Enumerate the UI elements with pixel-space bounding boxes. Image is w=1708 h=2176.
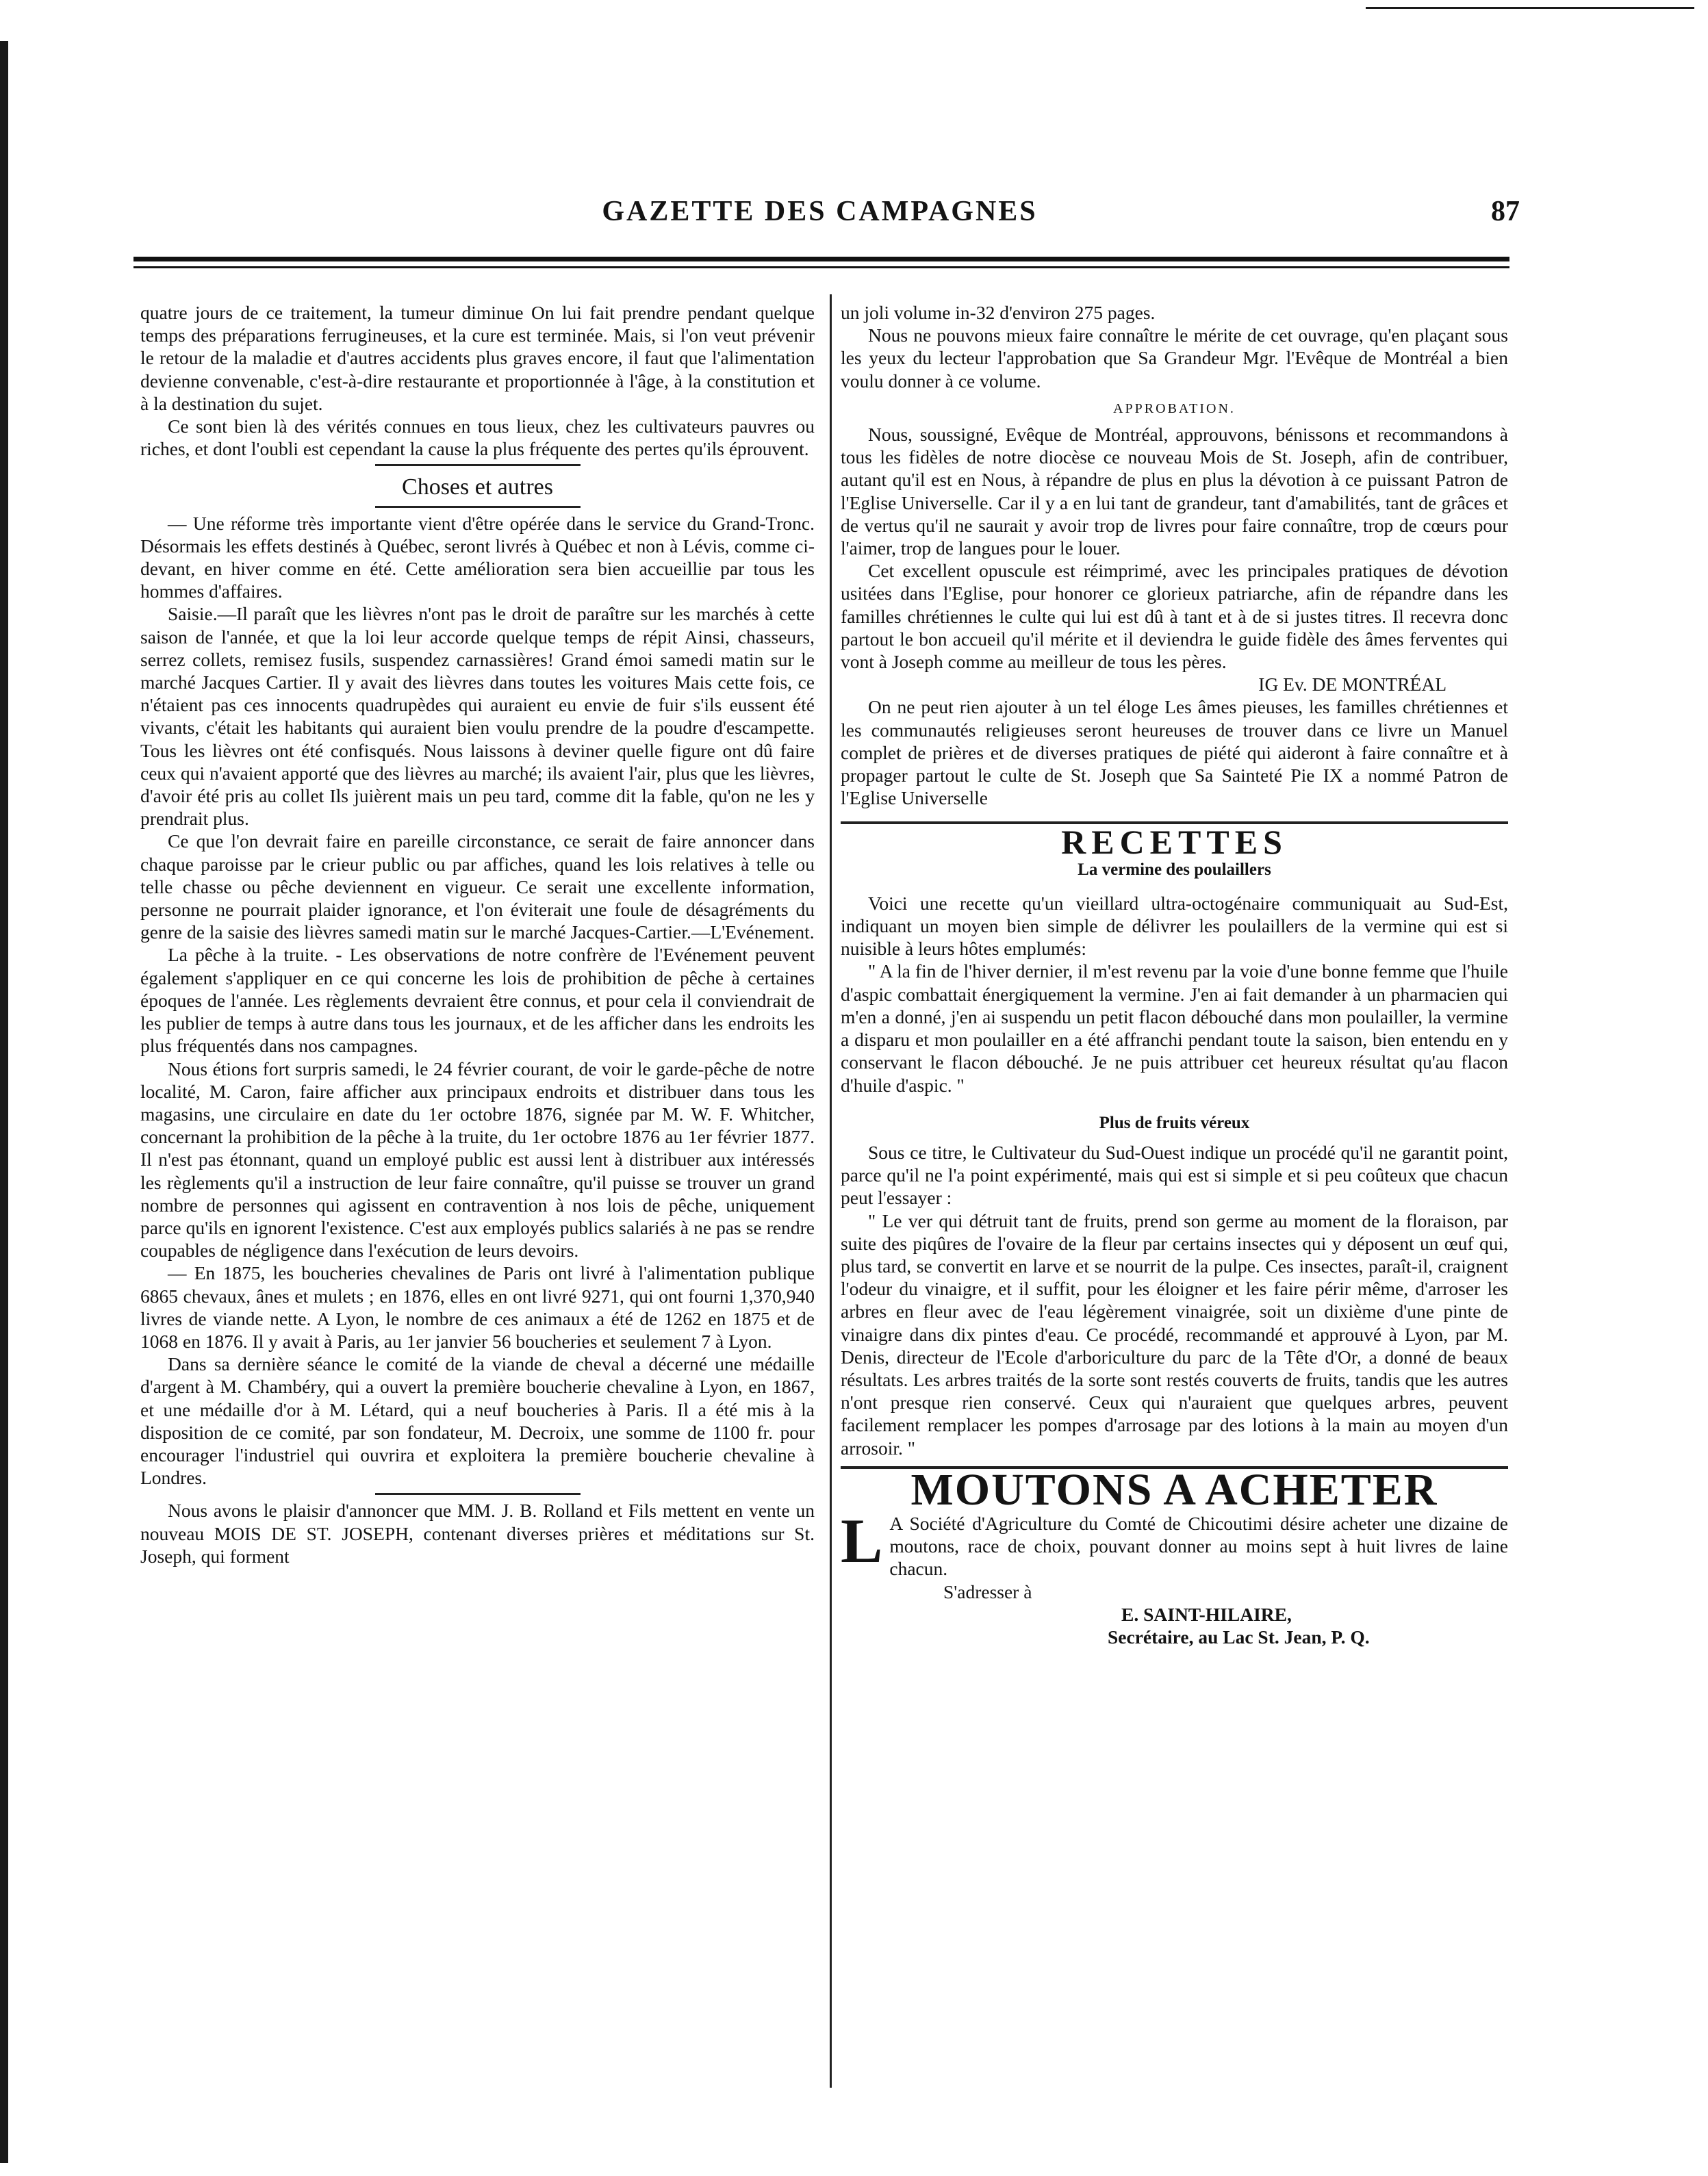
- section-divider: [375, 464, 581, 466]
- ad-contact: [841, 1580, 1508, 1649]
- paragraph: Nous étions fort surpris samedi, le 24 février courant, de voir le garde-pêche de notre localité, M. Caron, faire afficher aux principaux endroits et distribuer dans tous les magasins, une circulaire en date du 1er octobre 1876, signée par M. W. F. Whitcher, concernant la prohibition de la pêche à la truite, du 1er octobre 1876 au 1er février 1877. Il n'est pas étonnant, quand un employé public est aussi lent à distribuer aux intéressés les règlements qu'il a instruction de leur faire connaître, qu'il puisse se trouver un grand nombre de personnes qui agissent en contravention à nos lois de pêche, uniquement parce qu'ils en ignorent l'existence. C'est aux employés publics salariés à ne pas se rendre coupables de négligence dans l'exécution de leurs devoirs.: [140, 1058, 815, 1262]
- paragraph: " Le ver qui détruit tant de fruits, prend son germe au moment de la floraison, par suite des piqûres de l'ovaire de la fleur par certains insectes qui y déposent un œuf qui, plus tard, se convertit en larve et se nourrit de la pulpe. Ces insectes, paraît-il, craignent l'odeur du vinaigre, et il suffit, pour les éloigner et les faire périr même, d'arroser les arbres en fleur avec de l'eau légèrement vinaigrée, soit un dixième d'une pinte de vinaigre dans dix pintes d'eau. Ce procédé, recommandé et approuvé à Lyon, par M. Denis, directeur de l'Ecole d'arboriculture du parc de la Tête d'Or, a donné de beaux résultats. Les arbres traités de la sorte sont restés couverts de fruits, tandis que les autres n'ont presque rien conservé. Ceux qui n'auraient que quelques arbres, peuvent facilement remplacer les pompes d'arrosage par des lotions à la main au moyen d'un arrosoir. ": [841, 1209, 1508, 1459]
- left-column: [140, 301, 815, 1567]
- paragraph: Cet excellent opuscule est réimprimé, avec les principales pratiques de dévotion usitées dans l'Eglise, pour honorer ce glorieux patriarche, afin de répandre dans les familles chrétiennes le culte qui lui est dû à tant et à de si justes titres. Il recevra donc partout le bon accueil qu'il mérite et il deviendra le guide fidèle des âmes ferventes qui vont à Joseph comme au meilleur de tous les pères.: [841, 560, 1508, 673]
- paragraph: Voici une recette qu'un vieillard ultra-octogénaire communiquait au Sud-Est, indiquant un moyen bien simple de délivrer les poulaillers de la vermine qui est si nuisible à leurs hôtes emplumés:: [841, 892, 1508, 960]
- column-separator: [830, 294, 832, 2088]
- paragraph: Sous ce titre, le Cultivateur du Sud-Ouest indique un procédé qu'il ne garantit point, parce qu'il ne l'a point expérimenté, mais qui est si simple et si peu coûteux que chacun peut l'essayer :: [841, 1141, 1508, 1209]
- newspaper-title: GAZETTE DES CAMPAGNES: [602, 196, 1038, 227]
- header-rule-thick: [133, 257, 1509, 261]
- paragraph: Nous avons le plaisir d'annoncer que MM. J. B. Rolland et Fils mettent en vente un nouveau MOIS DE ST. JOSEPH, contenant diverses prières et méditations sur St. Joseph, qui forment: [140, 1500, 815, 1567]
- ad-contact-role: Secrétaire, au Lac St. Jean, P. Q.: [1108, 1626, 1370, 1648]
- ad-address-line: S'adresser à: [943, 1580, 1032, 1602]
- paragraph: " A la fin de l'hiver dernier, il m'est revenu par la voie d'une bonne femme que l'huile d'aspic combattait énergiquement la vermine. J'en ai fait demander à un pharmacien qui m'en a donné, j'en ai suspendu un petit flacon débouché dans mon poulailler, la vermine a disparu et mon poulailler en a été affranchi pendant toute la saison, bien entendu en y conservant le flacon débouché. Je ne puis attribuer cet heureux résultat qu'au flacon d'huile d'aspic. ": [841, 960, 1508, 1096]
- recettes-title: RECETTES: [841, 821, 1508, 854]
- paragraph: Dans sa dernière séance le comité de la viande de cheval a décerné une médaille d'argent à M. Chambéry, qui a ouvert la première boucherie chevaline à Lyon, en 1867, et une médaille d'or à M. Létard, qui a neuf boucheries à Paris. Il a été mis à la disposition de ce comité, par son fondateur, M. Decroix, une somme de 1100 fr. pour encourager l'industriel qui ouvrira et exploitera la première boucherie chevaline à Londres.: [140, 1353, 815, 1489]
- paragraph: Saisie.—Il paraît que les lièvres n'ont pas le droit de paraître sur les marchés à cette saison de l'année, et que la loi leur accorde quelque temps de répit Ainsi, chasseurs, serrez collets, remisez fusils, suspendez carnassières! Grand émoi samedi matin sur le marché Jacques Cartier. Il y avait des lièvres dans toutes les voitures Mais cette fois, ce n'étaient pas ces innocents quadrupèdes qui auraient eu envie de fuir s'ils eussent été vivants, c'était les habitants qui auraient bien voulu prendre de la poudre d'escampette. Tous les lièvres ont été confisqués. Nous laissons à deviner quelle figure ont dû faire ceux qui n'avaient apporté que des lièvres au marché; ils avaient l'air, plus que les lièvres, d'avoir été pris au collet Ils juièrent mais un peu tard, comme dit la fable, qu'on ne les y prendrait plus.: [140, 603, 815, 830]
- paragraph: La pêche à la truite. - Les observations de notre confrère de l'Evénement peuvent également s'appliquer en ce qui concerne les lois de prohibition de pêche à certaines époques de l'année. Les règlements devraient être connus, et pour cela il conviendrait de les publier de temps à autre dans tous les journaux, et de les afficher dans les endroits les plus fréquentés dans nos campagnes.: [140, 944, 815, 1057]
- paragraph: — En 1875, les boucheries chevalines de Paris ont livré à l'alimentation publique 6865 chevaux, ânes et mulets ; en 1876, elles en ont livré 9271, qui ont fourni 1,370,940 livres de viande nette. A Lyon, le nombre de ces animaux a été de 1262 en 1875 et de 1068 en 1876. Il y avait à Paris, au 1er janvier 56 boucheries et seulement 7 à Lyon.: [140, 1262, 815, 1352]
- page-header: [133, 195, 1520, 236]
- ad-title: MOUTONS A ACHETER: [841, 1466, 1508, 1501]
- ad-dropcap: L: [841, 1505, 883, 1576]
- paragraph: Ce que l'on devrait faire en pareille circonstance, ce serait de faire annoncer dans chaque paroisse par le crieur public ou par affiches, quand les lois relatives à telle ou telle chasse ou pêche deviennent en vigueur. Ce serait une excellente information, personne ne pourrait plaider ignorance, et l'on éviterait une foule de désagréments du genre de la saisie des lièvres samedi matin sur le marché Jacques-Cartier.—L'Evénement.: [140, 830, 815, 943]
- paragraph: Nous ne pouvons mieux faire connaître le mérite de cet ouvrage, qu'en plaçant sous les yeux du lecteur l'approbation que Sa Grandeur Mgr. l'Evêque de Montréal a bien voulu donner à ce volume.: [841, 324, 1508, 392]
- bishop-signature: IG Ev. DE MONTRÉAL: [1258, 674, 1446, 695]
- page-number: 87: [1491, 196, 1520, 227]
- paragraph: — Une réforme très importante vient d'être opérée dans le service du Grand-Tronc. Désormais les effets destinés à Québec, seront livrés à Québec et non à Lévis, comme ci-devant, en hiver comme en été. Cette amélioration sera bien accueillie par tous les hommes d'affaires.: [140, 512, 815, 602]
- ad-contact-name: E. SAINT-HILAIRE,: [1121, 1603, 1292, 1625]
- right-column: [841, 301, 1508, 1648]
- section-divider: [375, 1493, 581, 1495]
- ad-body: [841, 1505, 1508, 1580]
- paragraph: quatre jours de ce traitement, la tumeur diminue On lui fait prendre pendant quelque temps des préparations ferrugineuses, et la cure est terminée. Mais, si l'on veut prévenir le retour de la maladie et d'autres accidents plus graves encore, il faut que l'alimentation devienne convenable, c'est-à-dire restaurante et proportionnée à l'âge, à la constitution et à la destination du sujet.: [140, 302, 815, 414]
- approbation-heading: APPROBATION.: [1113, 400, 1236, 416]
- recettes-subtitle: La vermine des poulaillers: [1078, 860, 1271, 879]
- paragraph: Nous, soussigné, Evêque de Montréal, approuvons, bénissons et recommandons à tous les fidèles de notre diocèse ce nouveau Mois de St. Joseph, afin de contribuer, autant qu'il est en Nous, à répandre de plus en plus la dévotion à ce puissant Patron de l'Eglise Universelle. Car il y a en lui tant de grandeur, tant d'amabilités, tant de grâces et de vertus qu'il ne saurait y avoir trop de livres pour faire connaître, trop de cœurs pour l'aimer, trop de langues pour le louer.: [841, 424, 1508, 559]
- page-edge-rule: [0, 41, 8, 2163]
- section-divider: [375, 506, 581, 508]
- fruits-title: Plus de fruits véreux: [1099, 1113, 1250, 1132]
- top-edge-rule: [1366, 7, 1694, 9]
- ad-body-text: A Société d'Agriculture du Comté de Chicoutimi désire acheter une dizaine de moutons, race de choix, pouvant donner au moins sept à huit livres de laine chacun.: [889, 1512, 1508, 1580]
- section-title: Choses et autres: [402, 474, 553, 500]
- paragraph: On ne peut rien ajouter à un tel éloge Les âmes pieuses, les familles chrétiennes et les communautés religieuses seront heureuses de trouver dans ce livre un Manuel complet de prières et de diverses pratiques de piété qui aideront à faire connaître et à propager partout le culte de St. Joseph que Sa Sainteté Pie IX a nommé Patron de l'Eglise Universelle: [841, 696, 1508, 809]
- paragraph: Ce sont bien là des vérités connues en tous lieux, chez les cultivateurs pauvres ou riches, et dont l'oubli est cependant la cause la plus fréquente des pertes qu'ils éprouvent.: [140, 415, 815, 460]
- header-rule-thin: [133, 266, 1509, 268]
- paragraph: un joli volume in-32 d'environ 275 pages.: [841, 302, 1156, 323]
